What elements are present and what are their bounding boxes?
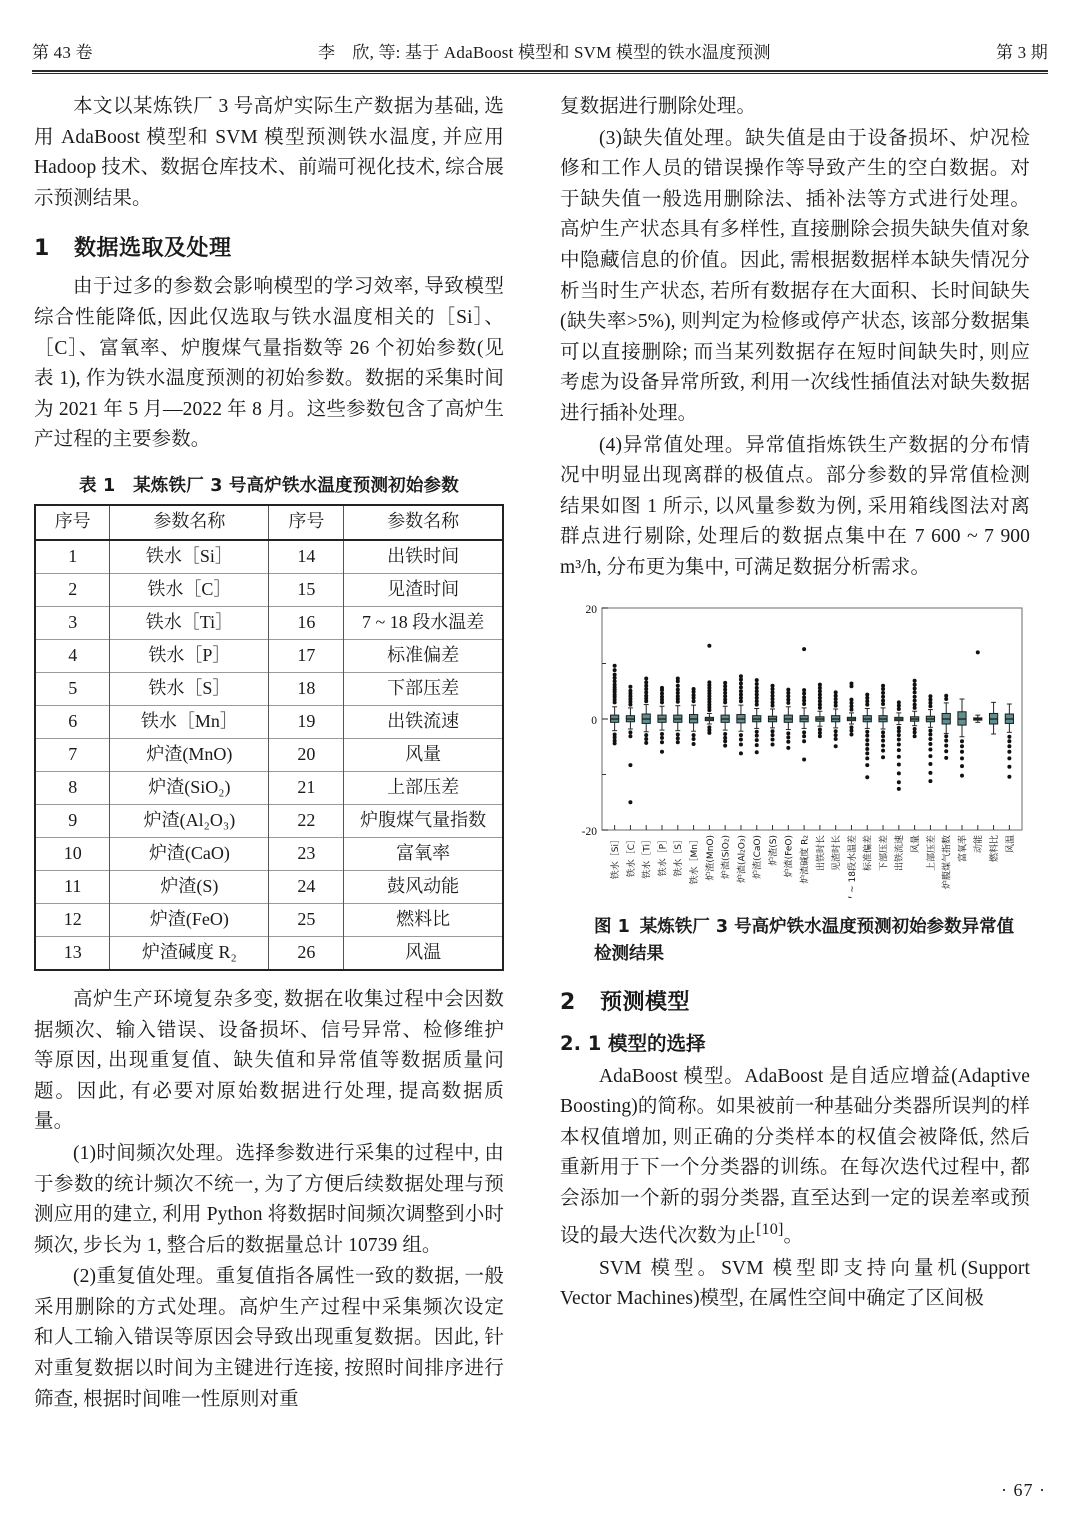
- x-axis-category-label: 铁水［Si］: [611, 834, 622, 879]
- outlier-point: [881, 690, 885, 694]
- outlier-point: [944, 749, 948, 753]
- outlier-point: [628, 763, 632, 767]
- subsection-number-2-1: 2. 1: [560, 1031, 602, 1055]
- outlier-point: [881, 738, 885, 742]
- outlier-point: [660, 735, 664, 739]
- outlier-point: [628, 800, 632, 804]
- outlier-point: [755, 743, 759, 747]
- outlier-point: [928, 741, 932, 745]
- paragraph-continued: 复数据进行删除处理。: [560, 96, 757, 117]
- outlier-point: [739, 689, 743, 693]
- paragraph-4: (4)异常值处理。异常值指炼铁生产数据的分布情况中明显出现离群的极值点。部分参数的异常值检测结果如图 1 所示, 以风量参数为例, 采用箱线图法对离群点进行剔除, 处理后的数据点集中在 7 600 ~ 7 900 m³/h, 分布更为集中, 可满足数据分析需求。: [560, 434, 1030, 578]
- outlier-point: [865, 729, 869, 733]
- outlier-point: [960, 749, 964, 753]
- paragraph-intro: 本文以某炼铁厂 3 号高炉实际生产数据为基础, 选用 AdaBoost 模型和 SVM 模型预测铁水温度, 并应用 Hadoop 技术、数据仓库技术、前端可视化技术, 综合展示预测结果。: [34, 96, 504, 209]
- x-axis-category-label: 铁水［P］: [658, 834, 669, 876]
- table-row: [35, 903, 503, 936]
- outlier-point: [849, 732, 853, 736]
- outlier-point: [897, 737, 901, 741]
- x-axis-category-label: 风温: [1005, 834, 1016, 853]
- table-row: [35, 573, 503, 606]
- x-axis-category-label: 富氧率: [958, 834, 969, 862]
- outlier-point: [849, 728, 853, 732]
- volume-label: 第 43 卷: [32, 43, 93, 62]
- outlier-point: [913, 682, 917, 686]
- boxplot-chart: [560, 598, 1030, 898]
- table-cell-parameter: 风量: [344, 738, 503, 771]
- table-cell-parameter: 铁水［C］: [110, 573, 269, 606]
- table-header-cell: 序号: [35, 505, 110, 540]
- table-header-cell: 序号: [269, 505, 344, 540]
- outlier-point: [739, 681, 743, 685]
- outlier-point: [660, 740, 664, 744]
- table-cell-parameter: 铁水［P］: [110, 639, 269, 672]
- x-axis-category-label: 出铁流速: [895, 834, 906, 871]
- outlier-point: [897, 742, 901, 746]
- outlier-point: [913, 690, 917, 694]
- section-heading-1: [34, 231, 504, 262]
- table-cell-parameter: 炉渣(MnO): [110, 738, 269, 771]
- figure-1-plot-area: [560, 598, 1030, 898]
- page-number: · 67 ·: [1001, 1480, 1046, 1500]
- outlier-point: [897, 733, 901, 737]
- outlier-point: [786, 745, 790, 749]
- outlier-point: [944, 738, 948, 742]
- outlier-point: [881, 755, 885, 759]
- section-title-1: 数据选取及处理: [74, 236, 232, 262]
- table-1-caption: 表 1 某炼铁厂 3 号高炉铁水温度预测初始参数: [79, 475, 459, 496]
- x-axis-category-label: 标准偏差: [863, 834, 874, 871]
- outlier-point: [928, 694, 932, 698]
- outlier-point: [739, 737, 743, 741]
- outlier-point: [692, 733, 696, 737]
- running-head: [32, 38, 1048, 78]
- x-axis-category-label: 铁水［C］: [626, 834, 637, 877]
- table-cell-index: 16: [269, 606, 344, 639]
- x-axis-category-label: 出铁时长: [816, 834, 827, 871]
- outlier-point: [707, 680, 711, 684]
- outlier-point: [723, 743, 727, 747]
- outlier-point: [834, 744, 838, 748]
- outlier-point: [865, 738, 869, 742]
- outlier-point: [818, 682, 822, 686]
- outlier-point: [802, 757, 806, 761]
- outlier-point: [834, 690, 838, 694]
- table-cell-parameter: 风温: [344, 936, 503, 970]
- outlier-point: [897, 786, 901, 790]
- header-divider: [32, 70, 1048, 74]
- section-heading-2: [560, 985, 1030, 1016]
- table-cell-index: 15: [269, 573, 344, 606]
- outlier-point: [865, 746, 869, 750]
- outlier-point: [913, 686, 917, 690]
- outlier-point: [928, 779, 932, 783]
- outlier-point: [786, 739, 790, 743]
- table-cell-index: 20: [269, 738, 344, 771]
- outlier-point: [771, 729, 775, 733]
- table-cell-index: 13: [35, 936, 110, 970]
- outlier-point: [692, 687, 696, 691]
- table-cell-index: 24: [269, 870, 344, 903]
- x-axis-category-label: 风量: [911, 834, 922, 853]
- outlier-point: [881, 748, 885, 752]
- table-cell-index: 3: [35, 606, 110, 639]
- x-axis-category-label: 炉渣(CaO): [753, 834, 764, 879]
- outlier-point: [944, 693, 948, 697]
- table-cell-index: 26: [269, 936, 344, 970]
- table-header-cell: 参数名称: [110, 505, 269, 540]
- table-row: [35, 738, 503, 771]
- table-cell-parameter: 上部压差: [344, 771, 503, 804]
- table-cell-parameter: 见渣时间: [344, 573, 503, 606]
- table-cell-index: 7: [35, 738, 110, 771]
- outlier-point: [865, 763, 869, 767]
- x-axis-category-label: 炉腹煤气指数: [942, 834, 953, 889]
- outlier-point: [676, 740, 680, 744]
- article-title-head: 李 欣, 等: 基于 AdaBoost 模型和 SVM 模型的铁水温度预测: [317, 43, 771, 62]
- table-cell-parameter: 铁水［Mn］: [110, 705, 269, 738]
- outlier-point: [755, 750, 759, 754]
- left-column: [34, 92, 504, 1416]
- outlier-point: [960, 756, 964, 760]
- table-row: [35, 705, 503, 738]
- outlier-point: [613, 663, 617, 667]
- outlier-point: [660, 731, 664, 735]
- outlier-point: [723, 680, 727, 684]
- table-cell-parameter: 标准偏差: [344, 639, 503, 672]
- x-axis-category-label: 上部压差: [926, 834, 937, 871]
- outlier-point: [755, 738, 759, 742]
- outlier-point: [834, 733, 838, 737]
- table-row: [35, 837, 503, 870]
- table-cell-parameter: 炉渣(S): [110, 870, 269, 903]
- table-cell-index: 17: [269, 639, 344, 672]
- outlier-point: [913, 734, 917, 738]
- outlier-point: [1007, 764, 1011, 768]
- outlier-point: [676, 736, 680, 740]
- outlier-point: [928, 736, 932, 740]
- table-cell-index: 14: [269, 540, 344, 574]
- outlier-point: [802, 734, 806, 738]
- table-cell-index: 10: [35, 837, 110, 870]
- figure-1-label: 图 1: [594, 916, 630, 937]
- paragraph-1-2: 高炉生产环境复杂多变, 数据在收集过程中会因数据频次、输入错误、设备损坏、信号异常、检修维护等原因, 出现重复值、缺失值和异常值等数据质量问题。因此, 有必要对原始数据进行处理, 提高数据质量。: [34, 988, 504, 1133]
- table-cell-index: 12: [35, 903, 110, 936]
- x-axis-category-label: 铁水［Mn］: [689, 834, 700, 884]
- outlier-point: [755, 733, 759, 737]
- table-cell-parameter: 铁水［Si］: [110, 540, 269, 574]
- outlier-point: [928, 732, 932, 736]
- x-axis-category-label: 动能: [974, 834, 985, 853]
- paragraph-1-3: (1)时间频次处理。选择参数进行采集的过程中, 由于参数的统计频次不统一, 为了方便后续数据处理与预测应用的建立, 利用 Python 将数据时间频次调整到小时频次, 步长为 1, 整合后的数据量总计 10739 组。: [34, 1142, 504, 1256]
- outlier-point: [723, 731, 727, 735]
- outlier-point: [865, 775, 869, 779]
- outlier-point: [928, 728, 932, 732]
- table-cell-index: 18: [269, 672, 344, 705]
- running-head-row: [32, 38, 1048, 63]
- x-axis-category-label: 炉渣(SiO₂): [721, 834, 732, 879]
- paragraph-3: (3)缺失值处理。缺失值是由于设备损坏、炉况检修和工作人员的错误操作等导致产生的空白数据。对于缺失值一般选用删除法、插补法等方式进行处理。高炉生产状态具有多样性, 直接删除会损失缺失值对象中隐藏信息的价值。因此, 需根据数据样本缺失情况分析当时生产状态, 若所有数据存在大面积、长时间缺失(缺失率>5%), 则判定为检修或停产状态, 该部分数据集可以直接删除; 而当某列数据存在短时间缺失时, 则应考虑为设备异常所致, 利用一次线性插值法对缺失数据进行插补处理。: [560, 127, 1030, 424]
- section-number-2: 2: [560, 989, 576, 1015]
- outlier-point: [818, 734, 822, 738]
- outlier-point: [755, 682, 759, 686]
- figure-1: [560, 598, 1030, 968]
- outlier-point: [865, 742, 869, 746]
- outlier-point: [676, 687, 680, 691]
- y-axis-tick-label: -20: [581, 825, 597, 838]
- table-row: [35, 771, 503, 804]
- table-cell-parameter: 炉渣(FeO): [110, 903, 269, 936]
- table-cell-parameter: 下部压差: [344, 672, 503, 705]
- outlier-point: [849, 681, 853, 685]
- outlier-point: [755, 678, 759, 682]
- outlier-point: [613, 741, 617, 745]
- table-cell-parameter: 出铁时间: [344, 540, 503, 574]
- table-row: [35, 804, 503, 837]
- x-axis-category-label: 炉渣(FeO): [784, 834, 795, 877]
- outlier-point: [913, 678, 917, 682]
- paragraph-svm: SVM 模型。SVM 模型即支持向量机(Support Vector Machines)模型, 在属性空间中确定了区间极: [560, 1257, 1030, 1310]
- outlier-point: [913, 694, 917, 698]
- outlier-point: [865, 756, 869, 760]
- outlier-point: [613, 668, 617, 672]
- outlier-point: [676, 732, 680, 736]
- outlier-point: [928, 754, 932, 758]
- table-cell-index: 19: [269, 705, 344, 738]
- table-cell-parameter: 炉腹煤气量指数: [344, 804, 503, 837]
- table-cell-index: 11: [35, 870, 110, 903]
- paragraph-adaboost-period: 。: [783, 1225, 804, 1247]
- outlier-point: [881, 683, 885, 687]
- outlier-point: [865, 692, 869, 696]
- section-title-2: 预测模型: [600, 989, 691, 1015]
- subsection-title-2-1: 模型的选择: [608, 1031, 706, 1055]
- outlier-point: [897, 754, 901, 758]
- table-cell-index: 5: [35, 672, 110, 705]
- outlier-point: [1007, 739, 1011, 743]
- outlier-point: [944, 734, 948, 738]
- outlier-point: [913, 730, 917, 734]
- outlier-point: [897, 748, 901, 752]
- outlier-point: [1007, 734, 1011, 738]
- outlier-point: [944, 743, 948, 747]
- outlier-point: [613, 672, 617, 676]
- outlier-point: [897, 700, 901, 704]
- table-cell-index: 25: [269, 903, 344, 936]
- outlier-point: [676, 683, 680, 687]
- table-cell-parameter: 7 ~ 18 段水温差: [344, 606, 503, 639]
- x-axis-category-label: 炉渣(S): [768, 834, 779, 866]
- table-1-initial-parameters: [34, 504, 504, 971]
- outlier-point: [802, 739, 806, 743]
- outlier-point: [897, 762, 901, 766]
- table-row: [35, 870, 503, 903]
- outlier-point: [771, 742, 775, 746]
- outlier-point: [928, 747, 932, 751]
- outlier-point: [644, 740, 648, 744]
- table-cell-index: 9: [35, 804, 110, 837]
- outlier-point: [771, 737, 775, 741]
- outlier-point: [739, 674, 743, 678]
- x-axis-category-label: 7 ~ 18段水温差: [847, 834, 858, 898]
- table-body: [35, 540, 503, 970]
- y-axis-tick-label: 20: [585, 603, 597, 616]
- table-row: [35, 540, 503, 574]
- right-column: [560, 92, 1030, 1316]
- outlier-point: [913, 702, 917, 706]
- outlier-point: [786, 687, 790, 691]
- table-cell-index: 23: [269, 837, 344, 870]
- outlier-point: [881, 734, 885, 738]
- table-cell-parameter: 炉渣(SiO₂): [110, 771, 269, 804]
- outlier-point: [960, 744, 964, 748]
- outlier-point: [928, 770, 932, 774]
- paragraph-adaboost: [560, 1062, 1030, 1253]
- table-row: [35, 639, 503, 672]
- table-cell-index: 2: [35, 573, 110, 606]
- outlier-point: [660, 685, 664, 689]
- outlier-point: [786, 735, 790, 739]
- section-number-1: 1: [34, 236, 50, 262]
- outlier-point: [897, 780, 901, 784]
- table-cell-index: 1: [35, 540, 110, 574]
- outlier-point: [944, 755, 948, 759]
- outlier-point: [755, 729, 759, 733]
- outlier-point: [960, 773, 964, 777]
- table-row: [35, 606, 503, 639]
- x-axis-category-label: 铁水［S］: [674, 834, 685, 877]
- outlier-point: [707, 643, 711, 647]
- table-cell-index: 4: [35, 639, 110, 672]
- outlier-point: [881, 730, 885, 734]
- outlier-point: [881, 698, 885, 702]
- table-header-row: [35, 505, 503, 540]
- outlier-point: [1007, 756, 1011, 760]
- outlier-point: [739, 733, 743, 737]
- table-cell-parameter: 出铁流速: [344, 705, 503, 738]
- outlier-point: [755, 685, 759, 689]
- x-axis-category-label: 炉渣碱度 R₂: [800, 834, 811, 884]
- outlier-point: [692, 741, 696, 745]
- table-cell-index: 8: [35, 771, 110, 804]
- outlier-point: [849, 697, 853, 701]
- x-axis-category-label: 炉渣(MnO): [705, 834, 716, 881]
- paragraph-adaboost-text: AdaBoost 模型。AdaBoost 是自适应增益(Adaptive Boosting)的简称。如果被前一种基础分类器所误判的样本权值增加, 则正确的分类样本的权值会被降低, 然后重新用于下一个分类器的训练。在每次迭代过程中, 都会添加一个新的弱分类器, 直至达到一定的误差率或预设的最大迭代次数为止: [560, 1065, 1030, 1247]
- outlier-point: [881, 694, 885, 698]
- table-cell-parameter: 富氧率: [344, 837, 503, 870]
- table-row: [35, 672, 503, 705]
- outlier-point: [628, 734, 632, 738]
- reference-marker-10: [10]: [756, 1220, 784, 1239]
- x-axis-category-label: 铁水［Ti］: [642, 834, 653, 879]
- outlier-point: [976, 650, 980, 654]
- outlier-point: [897, 771, 901, 775]
- outlier-point: [865, 733, 869, 737]
- outlier-point: [881, 743, 885, 747]
- outlier-point: [628, 688, 632, 692]
- outlier-point: [802, 695, 806, 699]
- outlier-point: [771, 733, 775, 737]
- outlier-point: [739, 742, 743, 746]
- outlier-point: [786, 731, 790, 735]
- outlier-point: [628, 730, 632, 734]
- x-axis-category-label: 炉渣(Al₂O₃): [737, 834, 748, 883]
- table-cell-index: 22: [269, 804, 344, 837]
- outlier-point: [644, 733, 648, 737]
- outlier-point: [802, 730, 806, 734]
- y-axis-tick-label: 0: [591, 714, 597, 727]
- outlier-point: [707, 730, 711, 734]
- figure-1-caption-text: 某炼铁厂 3 号高炉铁水温度预测初始参数异常值检测结果: [594, 916, 1015, 964]
- outlier-point: [692, 736, 696, 740]
- outlier-point: [1007, 749, 1011, 753]
- outlier-point: [897, 729, 901, 733]
- figure-1-caption: [560, 914, 1030, 968]
- table-cell-parameter: 炉渣(Al₂O₃): [110, 804, 269, 837]
- outlier-point: [960, 739, 964, 743]
- outlier-point: [913, 698, 917, 702]
- table-cell-parameter: 燃料比: [344, 903, 503, 936]
- x-axis-category-label: 见渣时长: [832, 834, 843, 871]
- paragraph-1-4: (2)重复值处理。重复值指各属性一致的数据, 一般采用删除的方式处理。高炉生产过程中采集频次设定和人工输入错误等原因会导致出现重复数据。因此, 针对重复数据以时间为主键进行连接, 按照时间排序进行筛查, 根据时间唯一性原则对重: [34, 1266, 504, 1410]
- paragraph-1-1: 由于过多的参数会影响模型的学习效率, 导致模型综合性能降低, 因此仅选取与铁水温度相关的［Si］、［C］、富氧率、炉腹煤气量指数等 26 个初始参数(见表 1), 作为铁水温度预测的初始参数。数据的采集时间为 2021 年 5 月—2022 年 8 月。这些参数包含了高炉生产过程的主要参数。: [34, 276, 504, 451]
- outlier-point: [1007, 774, 1011, 778]
- outlier-point: [660, 749, 664, 753]
- outlier-point: [723, 739, 727, 743]
- outlier-point: [802, 688, 806, 692]
- outlier-point: [834, 736, 838, 740]
- table-cell-parameter: 鼓风动能: [344, 870, 503, 903]
- outlier-point: [771, 683, 775, 687]
- outlier-point: [676, 676, 680, 680]
- table-header-cell: 参数名称: [344, 505, 503, 540]
- table-cell-parameter: 炉渣(CaO): [110, 837, 269, 870]
- outlier-point: [834, 729, 838, 733]
- issue-label: 第 3 期: [996, 43, 1048, 62]
- outlier-point: [644, 736, 648, 740]
- x-axis-category-label: 下部压差: [879, 834, 890, 871]
- table-cell-parameter: 铁水［Ti］: [110, 606, 269, 639]
- outlier-point: [628, 684, 632, 688]
- table-row: [35, 936, 503, 970]
- outlier-point: [802, 647, 806, 651]
- x-axis-category-label: 燃料比: [989, 834, 1000, 862]
- outlier-point: [739, 685, 743, 689]
- outlier-point: [644, 680, 648, 684]
- outlier-point: [644, 676, 648, 680]
- table-cell-parameter: 炉渣碱度 R₂: [110, 936, 269, 970]
- outlier-point: [960, 764, 964, 768]
- outlier-point: [1007, 744, 1011, 748]
- outlier-point: [739, 751, 743, 755]
- table-cell-index: 6: [35, 705, 110, 738]
- outlier-point: [865, 751, 869, 755]
- table-cell-index: 21: [269, 771, 344, 804]
- table-cell-parameter: 铁水［S］: [110, 672, 269, 705]
- outlier-point: [928, 761, 932, 765]
- subsection-heading-2-1: [560, 1028, 1030, 1056]
- table-1-wrapper: [34, 472, 504, 971]
